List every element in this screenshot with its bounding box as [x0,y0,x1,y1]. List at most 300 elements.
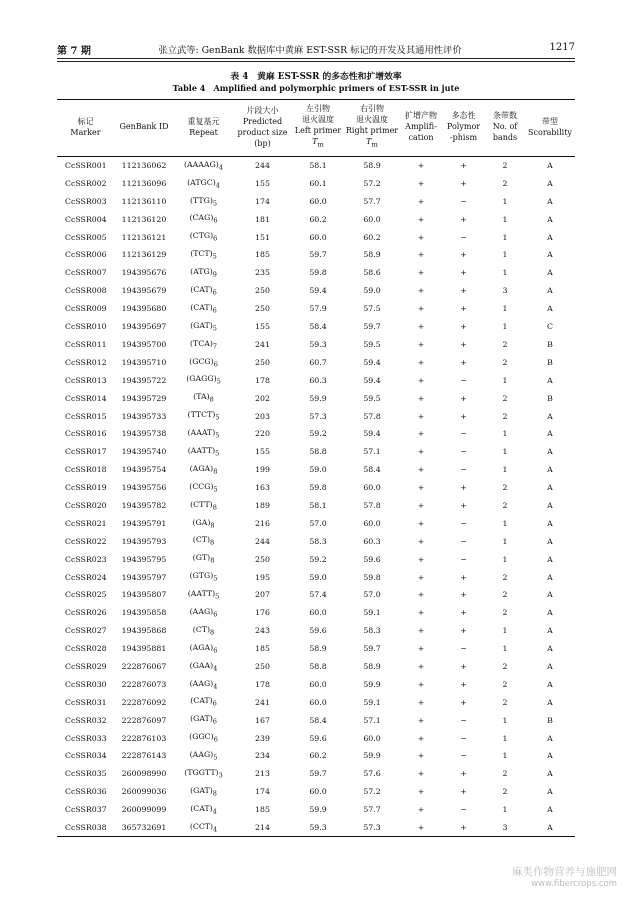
cell-bands: 1 [502,447,508,457]
table-caption-en: Table 4 Amplified and polymorphic primers of EST-SSR in jute [172,83,460,93]
cell-bands: 1 [502,429,508,439]
cell-marker: CcSSR034 [65,751,107,761]
cell-amp: + [417,268,425,278]
cell-size: 244 [255,161,270,171]
cell-repeat: $(TTCT)_5$ [187,410,220,422]
cell-size: 163 [255,483,270,493]
cell-repeat: $(GA)_8$ [192,517,215,530]
table-row [57,371,575,389]
watermark-site-name: 麻类作物营养与施肥网 [512,866,617,878]
cell-marker: CcSSR022 [65,536,107,546]
cell-marker: CcSSR015 [65,411,107,421]
cell-left: 58.8 [309,447,327,457]
cell-right: 60.0 [363,733,381,743]
cell-marker: CcSSR026 [65,608,107,618]
table-row [57,425,575,443]
cell-right: 57.7 [363,805,381,815]
cell-repeat: $(TCA)_7$ [189,338,218,351]
cell-marker: CcSSR018 [65,465,107,475]
cell-bands: 2 [502,787,508,797]
cell-score: B [547,339,553,349]
cell-poly: + [460,161,467,171]
cell-bands: 1 [502,518,508,528]
cell-repeat: $(AATT)_5$ [187,589,220,601]
cell-bands: 2 [502,590,508,600]
cell-bands: 1 [502,214,508,224]
cell-repeat: $(CT)_8$ [192,535,215,548]
cell-poly: + [460,268,467,278]
cell-amp: + [417,483,425,493]
cell-right: 58.9 [363,250,381,260]
cell-poly: + [460,483,467,493]
cell-left: 57.4 [309,590,327,600]
cell-poly: + [460,393,467,403]
cell-repeat: $(CAT)_6$ [190,285,217,297]
cell-score: A [547,644,553,654]
cell-marker: CcSSR002 [65,178,107,188]
cell-amp: + [417,536,425,546]
cell-right: 59.4 [363,357,381,367]
cell-size: 155 [255,322,270,332]
cell-size: 174 [255,787,270,797]
cell-left: 58.1 [309,161,327,171]
cell-marker: CcSSR019 [65,483,107,493]
cell-repeat: $(CAG)_6$ [189,213,218,225]
cell-bands: 1 [502,375,508,385]
cell-marker: CcSSR020 [65,500,107,510]
cell-bands: 1 [502,536,508,546]
watermark-url: www.fibercrops.com [531,879,617,889]
cell-left: 59.0 [309,465,327,475]
cell-id: 260098990 [121,769,167,779]
table-row [57,514,575,532]
cell-left: 58.4 [309,322,327,332]
cell-repeat: $(CAT)_4$ [190,803,217,816]
cell-amp: + [417,554,425,564]
cell-score: A [547,536,553,546]
cell-marker: CcSSR012 [65,357,107,367]
table-row [57,604,575,622]
cell-repeat: $(CTG)_6$ [189,231,218,243]
cell-right: 59.4 [363,375,381,385]
cell-bands: 1 [502,304,508,314]
cell-amp: + [417,375,425,385]
cell-repeat: $(TGGTT)_3$ [184,768,223,780]
cell-amp: + [417,769,425,779]
col-header-bands: 条带数 No. of bands [485,100,525,157]
table-row [57,532,575,550]
table-row [57,174,575,192]
cell-id: 260099036 [121,787,167,797]
cell-score: B [547,715,553,725]
cell-score: A [547,590,553,600]
cell-score: A [547,447,553,457]
cell-poly: − [460,733,467,743]
table-row [57,300,575,318]
table-row [57,675,575,693]
cell-bands: 1 [502,322,508,332]
cell-amp: + [417,196,425,206]
table-row [57,389,575,407]
cell-marker: CcSSR009 [65,304,107,314]
cell-right: 57.8 [363,500,381,510]
cell-repeat: $(ATGC)_4$ [187,177,220,190]
header-rule-thin [57,61,575,62]
cell-score: A [547,661,553,671]
running-header [57,42,575,56]
cell-id: 194395791 [121,518,167,528]
cell-size: 185 [255,644,270,654]
cell-marker: CcSSR038 [57,819,114,837]
cell-repeat: $(GTG)_5$ [189,571,218,583]
cell-amp: + [417,572,425,582]
cell-size: 239 [255,733,270,743]
cell-repeat: $(ATG)_9$ [190,267,217,279]
cell-score: A [547,375,553,385]
cell-size: 185 [255,805,270,815]
cell-left: 59.4 [309,286,327,296]
cell-right: 60.0 [363,214,381,224]
cell-left: 59.8 [309,268,327,278]
cell-marker: CcSSR005 [65,232,107,242]
cell-amp: + [417,161,425,171]
cell-amp: + [417,733,425,743]
cell-score: A [547,805,553,815]
cell-repeat: $(AATT)_5$ [187,446,220,458]
cell-left: 60.2 [309,751,327,761]
cell-poly: + [460,250,467,260]
cell-right: 59.9 [363,679,381,689]
cell-amp: + [417,787,425,797]
cell-right: 59.9 [363,751,381,761]
cell-repeat: $(GCG)_6$ [189,356,218,369]
cell-poly: − [460,465,467,475]
cell-right: 59.7 [363,322,381,332]
cell-score: A [547,697,553,707]
cell-right: 59.6 [363,554,381,564]
cell-id: 194395676 [121,268,167,278]
table-row [57,622,575,640]
cell-size: 235 [255,268,270,278]
cell-left: 60.7 [309,357,327,367]
cell-bands: 3 [502,286,508,296]
table-row [57,407,575,425]
cell-score: A [547,769,553,779]
cell-right: 59.1 [363,608,381,618]
cell-score: A [547,411,553,421]
cell-marker: CcSSR007 [65,268,107,278]
cell-size: 244 [255,536,270,546]
cell-size: 155 [255,178,270,188]
cell-size: 189 [255,500,270,510]
cell-poly: − [460,554,467,564]
cell-id: 194395881 [121,644,167,654]
cell-poly: + [460,286,467,296]
cell-amp: + [400,819,442,837]
cell-marker: CcSSR016 [65,429,107,439]
cell-left: 58.8 [309,661,327,671]
table-row [57,318,575,336]
cell-poly: − [460,375,467,385]
cell-left: 59.8 [309,483,327,493]
cell-id: 112136129 [121,250,167,260]
cell-id: 194395679 [121,286,167,296]
cell-marker: CcSSR036 [65,787,107,797]
cell-score: C [547,322,553,332]
page-number: 1217 [549,42,575,53]
cell-amp: + [417,590,425,600]
cell-repeat: $(TTG)_5$ [190,195,217,208]
cell-repeat: $(TA)_8$ [193,392,214,404]
cell-bands: 1 [502,196,508,206]
cell-size: 185 [255,250,270,260]
cell-left: 60.0 [309,679,327,689]
col-header-scorability: 带型 Scorability [525,100,575,157]
cell-bands: 2 [502,161,508,171]
cell-left: 58.3 [309,536,327,546]
cell-poly: − [460,751,467,761]
cell-marker: CcSSR028 [65,644,107,654]
cell-poly: − [460,429,467,439]
cell-bands: 2 [502,661,508,671]
cell-bands: 2 [502,357,508,367]
cell-bands: 1 [502,465,508,475]
cell-marker: CcSSR030 [65,679,107,689]
cell-right: 57.3 [344,819,400,837]
cell-amp: + [417,250,425,260]
cell-poly: + [460,769,467,779]
table-row [57,156,575,174]
cell-id: 222876067 [121,661,167,671]
cell-marker: CcSSR021 [65,518,107,528]
cell-right: 59.0 [363,286,381,296]
cell-id: 222876103 [121,733,167,743]
cell-id: 194395740 [121,447,167,457]
table-row [57,479,575,497]
table-row [57,282,575,300]
cell-left: 59.6 [309,733,327,743]
cell-score: A [547,214,553,224]
table-row [57,658,575,676]
cell-marker: CcSSR031 [65,697,107,707]
cell-left: 59.0 [309,572,327,582]
col-header-left-primer: 左引物 退火温度 Left primer $T_m$ [292,100,344,157]
cell-amp: + [417,465,425,475]
cell-size: 216 [255,518,270,528]
cell-id: 194395738 [121,429,167,439]
cell-score: A [547,733,553,743]
cell-amp: + [417,661,425,671]
cell-size: 214 [233,819,292,837]
cell-marker: CcSSR003 [65,196,107,206]
cell-poly: − [460,518,467,528]
cell-id: 112136062 [121,161,167,171]
table-row [57,801,575,819]
table-caption [57,71,575,94]
cell-amp: + [417,679,425,689]
cell-score: A [547,268,553,278]
table-row [57,729,575,747]
cell-amp: + [417,751,425,761]
col-header-polymorphism: 多态性 Polymor -phism [442,100,485,157]
cell-bands: 2 [502,500,508,510]
cell-left: 60.0 [309,787,327,797]
cell-bands: 1 [502,554,508,564]
table-row [57,336,575,354]
cell-amp: + [417,322,425,332]
cell-right: 59.1 [363,697,381,707]
table-row [57,192,575,210]
cell-poly: + [460,304,467,314]
cell-bands: 1 [502,805,508,815]
table-row [57,210,575,228]
cell-marker: CcSSR032 [65,715,107,725]
cell-size: 234 [255,751,270,761]
cell-left: 59.3 [309,339,327,349]
cell-repeat: $(CT)_8$ [192,624,215,637]
cell-size: 195 [255,572,270,582]
cell-left: 57.0 [309,518,327,528]
table-row [57,461,575,479]
cell-amp: + [417,697,425,707]
cell-id: 194395729 [121,393,167,403]
cell-amp: + [417,715,425,725]
table-body [57,156,575,837]
cell-amp: + [417,805,425,815]
cell-bands: 1 [502,751,508,761]
cell-left: 60.0 [309,232,327,242]
cell-poly: + [460,679,467,689]
cell-size: 250 [255,357,270,367]
cell-id: 194395793 [121,536,167,546]
cell-score: A [547,286,553,296]
cell-bands: 1 [502,733,508,743]
cell-score: A [547,250,553,260]
cell-score: A [547,554,553,564]
cell-left: 59.9 [309,393,327,403]
table-caption-zh: 表 4 黄麻 EST-SSR 的多态性和扩增效率 [230,72,402,82]
cell-score: A [547,465,553,475]
cell-left: 59.2 [309,554,327,564]
cell-poly: + [460,178,467,188]
cell-marker: CcSSR035 [65,769,107,779]
cell-left: 59.7 [309,769,327,779]
cell-repeat: $(AAAAG)_4$ [184,159,223,172]
cell-bands: 3 [485,819,525,837]
cell-repeat: $(GAT)_6$ [190,714,217,726]
table-row [57,640,575,658]
cell-marker: CcSSR006 [65,250,107,260]
table-row [57,353,575,371]
cell-id: 194395782 [121,500,167,510]
cell-amp: + [417,644,425,654]
cell-right: 58.4 [363,465,381,475]
cell-bands: 2 [502,608,508,618]
cell-amp: + [417,429,425,439]
cell-repeat: $(TCT)_5$ [190,249,217,261]
cell-score: A [547,751,553,761]
col-header-product-size: 片段大小 Predicted product size (bp) [233,100,292,157]
table-row [57,586,575,604]
cell-repeat: $(CTT)_8$ [190,499,217,512]
cell-size: 241 [255,339,270,349]
cell-score: A [547,500,553,510]
cell-repeat: $(AAAT)_5$ [187,428,220,440]
cell-marker: CcSSR027 [65,626,107,636]
cell-amp: + [417,286,425,296]
cell-id: 260099099 [121,805,167,815]
cell-poly: + [460,411,467,421]
cell-size: 250 [255,304,270,314]
cell-right: 58.9 [363,161,381,171]
cell-id: 222876092 [121,697,167,707]
cell-marker: CcSSR004 [65,214,107,224]
cell-right: 57.2 [363,787,381,797]
cell-score: A [547,787,553,797]
cell-score: A [525,819,575,837]
cell-id: 194395807 [121,590,167,600]
cell-right: 58.6 [363,268,381,278]
cell-size: 243 [255,626,270,636]
cell-marker: CcSSR013 [65,375,107,385]
cell-marker: CcSSR025 [65,590,107,600]
cell-size: 250 [255,554,270,564]
cell-id: 194395733 [121,411,167,421]
table-row [57,228,575,246]
cell-amp: + [417,608,425,618]
cell-bands: 1 [502,626,508,636]
cell-amp: + [417,518,425,528]
cell-amp: + [417,232,425,242]
table-row [57,693,575,711]
cell-amp: + [417,304,425,314]
cell-repeat: $(GAT)_8$ [190,785,217,798]
cell-right: 57.1 [363,715,381,725]
cell-id: 194395795 [121,554,167,564]
cell-right: 60.0 [363,483,381,493]
cell-poly: + [460,697,467,707]
cell-poly: − [460,232,467,242]
cell-left: 59.3 [292,819,344,837]
cell-repeat: $(CCG)_5$ [189,481,218,494]
table-header-row [57,100,575,157]
table-row [57,747,575,765]
cell-id: 112136121 [121,232,167,242]
cell-right: 58.9 [363,661,381,671]
cell-bands: 2 [502,697,508,707]
cell-score: B [547,393,553,403]
cell-marker: CcSSR023 [65,554,107,564]
cell-left: 58.4 [309,715,327,725]
cell-score: A [547,679,553,689]
cell-poly: + [460,608,467,618]
cell-score: B [547,357,553,367]
table-row [57,819,575,837]
cell-right: 57.7 [363,196,381,206]
cell-size: 178 [255,679,270,689]
running-title: 张立武等: GenBank 数据库中黄麻 EST-SSR 标记的开发及其通用性评价 [158,45,462,56]
cell-right: 60.3 [363,536,381,546]
cell-poly: − [460,715,467,725]
cell-size: 151 [255,232,270,242]
cell-repeat: $(GT)_8$ [192,553,215,565]
cell-poly: + [460,500,467,510]
cell-repeat: $(GAA)_4$ [189,660,218,673]
cell-score: A [547,483,553,493]
cell-right: 60.2 [363,232,381,242]
cell-id: 222876073 [121,679,167,689]
cell-marker: CcSSR011 [65,339,107,349]
